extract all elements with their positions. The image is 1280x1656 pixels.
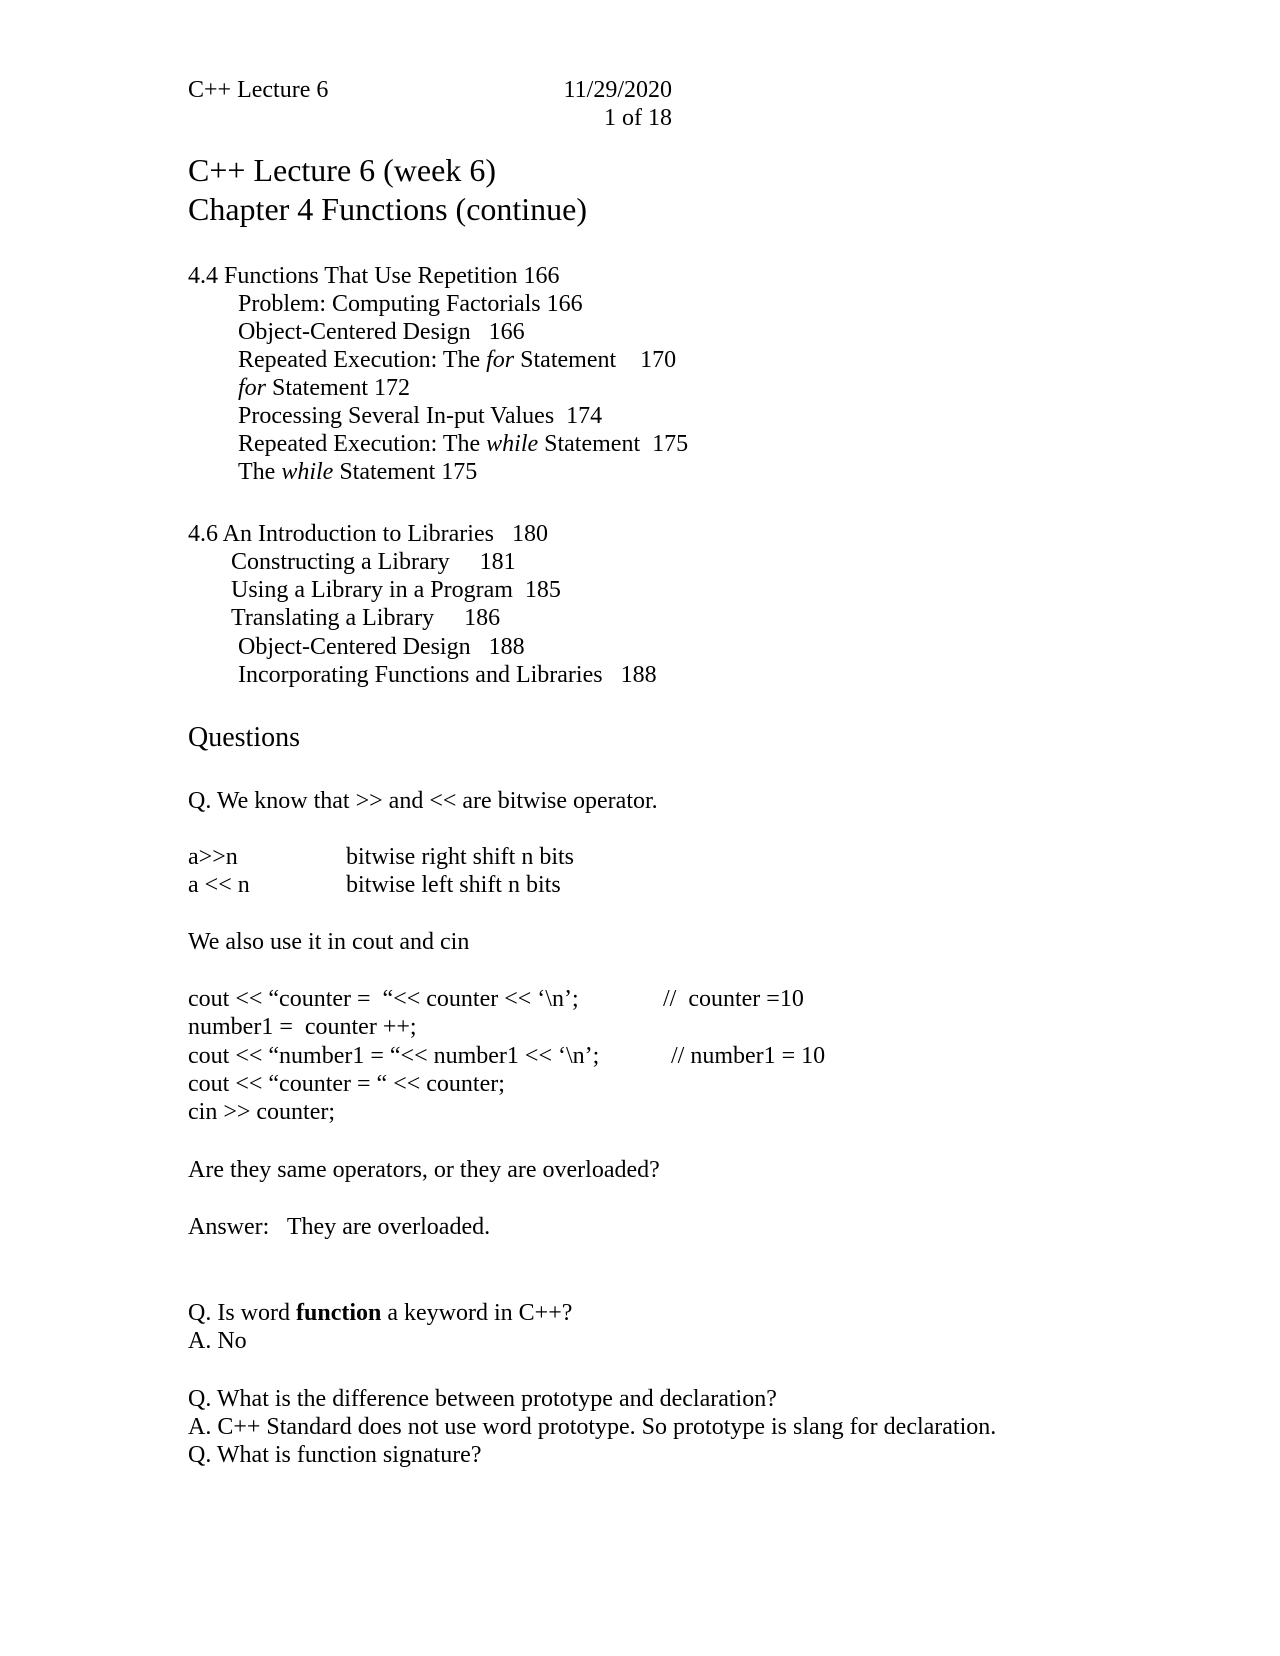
answer-1: Answer: They are overloaded. — [188, 1214, 491, 1240]
code-comment: // number1 = 10 — [671, 1043, 826, 1069]
question-2 — [188, 1299, 572, 1327]
keyword-for: for — [238, 375, 267, 401]
question-4: Q. What is function signature? — [188, 1442, 482, 1468]
toc-item-text: Statement 175 — [538, 431, 689, 457]
code-line: cout << “counter = “ << counter; — [188, 1071, 505, 1097]
question-1: Q. We know that >> and << are bitwise operator. — [188, 788, 658, 814]
code-comment: // counter =10 — [663, 986, 804, 1012]
toc-item — [238, 430, 688, 458]
page-subtitle: Chapter 4 Functions (continue) — [188, 191, 588, 227]
section-4-6-heading: 4.6 An Introduction to Libraries 180 — [188, 521, 548, 547]
answer-3: A. C++ Standard does not use word prototype. So prototype is slang for declaration. — [188, 1414, 997, 1440]
toc-item — [238, 374, 410, 402]
code-line: cout << “counter = “<< counter << ‘\n’; — [188, 986, 579, 1012]
toc-item-text: The — [238, 459, 282, 485]
paragraph: We also use it in cout and cin — [188, 929, 470, 955]
toc-item: Object-Centered Design 188 — [238, 634, 525, 660]
question-3: Q. What is the difference between prototype and declaration? — [188, 1386, 777, 1412]
keyword-while: while — [281, 459, 334, 485]
header-date: 11/29/2020 — [563, 77, 672, 103]
operator-description: bitwise right shift n bits — [346, 844, 574, 870]
operator-label: a>>n — [188, 844, 238, 870]
toc-item-text: Repeated Execution: The — [238, 347, 487, 373]
header-title: C++ Lecture 6 — [188, 77, 329, 103]
toc-item: Constructing a Library 181 — [231, 549, 516, 575]
question-text: Q. Is word — [188, 1300, 296, 1326]
operator-label: a << n — [188, 872, 250, 898]
header-page-number: 1 of 18 — [604, 105, 672, 131]
toc-item: Using a Library in a Program 185 — [231, 577, 561, 603]
paragraph: Are they same operators, or they are overloaded? — [188, 1157, 660, 1183]
toc-item-text: Statement 172 — [266, 375, 410, 401]
question-text: a keyword in C++? — [381, 1300, 573, 1326]
answer-2: A. No — [188, 1328, 247, 1354]
toc-item — [238, 346, 676, 374]
toc-item: Translating a Library 186 — [231, 605, 501, 631]
keyword-while: while — [486, 431, 539, 457]
operator-description: bitwise left shift n bits — [346, 872, 561, 898]
page-title: C++ Lecture 6 (week 6) — [188, 152, 496, 188]
toc-item-text: Statement 170 — [514, 347, 677, 373]
toc-item: Incorporating Functions and Libraries 188 — [238, 662, 657, 688]
toc-item-text: Statement 175 — [333, 459, 478, 485]
toc-item — [238, 458, 477, 486]
code-line: cout << “number1 = “<< number1 << ‘\n’; — [188, 1043, 600, 1069]
code-line: cin >> counter; — [188, 1099, 336, 1125]
keyword-for: for — [486, 347, 515, 373]
questions-heading: Questions — [188, 722, 300, 753]
toc-item-text: Repeated Execution: The — [238, 431, 487, 457]
keyword-function: function — [296, 1300, 382, 1326]
code-line: number1 = counter ++; — [188, 1014, 417, 1040]
section-4-4-heading: 4.4 Functions That Use Repetition 166 — [188, 263, 560, 289]
toc-item: Problem: Computing Factorials 166 — [238, 291, 583, 317]
toc-item: Processing Several In-put Values 174 — [238, 403, 603, 429]
toc-item: Object-Centered Design 166 — [238, 319, 525, 345]
